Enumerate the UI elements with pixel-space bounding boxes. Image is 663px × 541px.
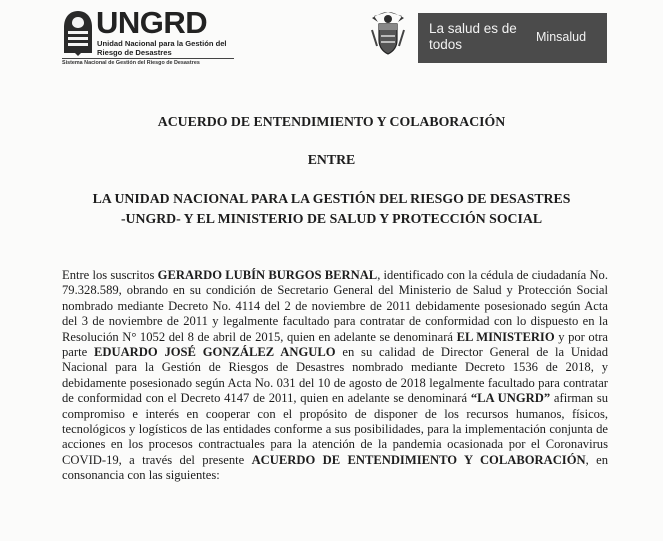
party-name-secretary: GERARDO LUBÍN BURGOS BERNAL xyxy=(157,268,378,282)
ungrd-divider xyxy=(62,58,234,59)
ungrd-logo xyxy=(62,7,232,73)
parties-line-2: -UNGRD- Y EL MINISTERIO DE SALUD Y PROTECCIÓN SOCIAL xyxy=(120,211,543,226)
body-text: , identificado con la cédula de ciudadanía No. 79.328.589, obrando en su condición de Secretario General del Ministerio de Salud y Protección Social nombrado mediante Decreto No. 4114 del 2 de noviembre de 2011 debidamente posesionado según Acta del 3 de noviembre de 2011 y legalmente facultado para contratar de conformidad con lo dispuesto en la Resolución N° 1052 del 8 de abril de 2015, quien en adelante se denominará xyxy=(62,268,608,344)
party-name-director: EDUARDO JOSÉ GONZÁLEZ ANGULO xyxy=(93,345,336,360)
body-text: en su calidad de Director General de la Unidad Nacional para la Gestión de Riesgos de Desastres nombrado mediante Decreto 1536 de 2018, y debidamente posesionado según Acta No. 031 del 10 de agosto de 2018 legalmente facultado para contratar de conformidad con el Decreto 4147 de 2011, quien en adelante se denominará xyxy=(62,345,609,406)
coat-of-arms-icon xyxy=(368,10,408,58)
ungrd-system-line: Sistema Nacional de Gestión del Riesgo de Desastres xyxy=(62,60,200,66)
party-alias-ministry: EL MINISTERIO xyxy=(456,329,555,344)
ungrd-emblem-icon xyxy=(62,9,94,59)
banner-slogan: La salud es de todos xyxy=(429,21,517,52)
party-alias-ungrd: “LA UNGRD” xyxy=(470,391,551,406)
agreement-name: ACUERDO DE ENTENDIMIENTO Y COLABORACIÓN xyxy=(251,452,586,467)
intro-paragraph xyxy=(62,268,608,484)
banner-ministry-name: Minsalud xyxy=(536,30,587,44)
ungrd-logo-subtitle: Unidad Nacional para la Gestión del Riesgo de Desastres xyxy=(97,39,227,57)
body-text: Entre los suscritos xyxy=(62,268,158,282)
ungrd-wordmark: UNGRD xyxy=(96,5,208,40)
document-title: ACUERDO DE ENTENDIMIENTO Y COLABORACIÓN xyxy=(157,114,506,129)
parties-line-1: LA UNIDAD NACIONAL PARA LA GESTIÓN DEL RIESGO DE DESASTRES xyxy=(92,191,571,206)
body-text: y por otra parte xyxy=(62,329,609,360)
minsalud-banner xyxy=(418,13,607,63)
body-text: afirman su compromiso e interés en cooperar con el propósito de disponer de los recursos humanos, físicos, tecnológicos y logísticos de las entidades conforme a sus posibilidades, para la implementación conjunta de acciones en los procesos contractuales para la atención de la pandemia ocasionada por el Coronavirus COVID-19, a través del presente xyxy=(62,391,609,467)
between-heading: ENTRE xyxy=(307,152,356,167)
body-text: , en consonancia con las siguientes: xyxy=(62,452,608,483)
